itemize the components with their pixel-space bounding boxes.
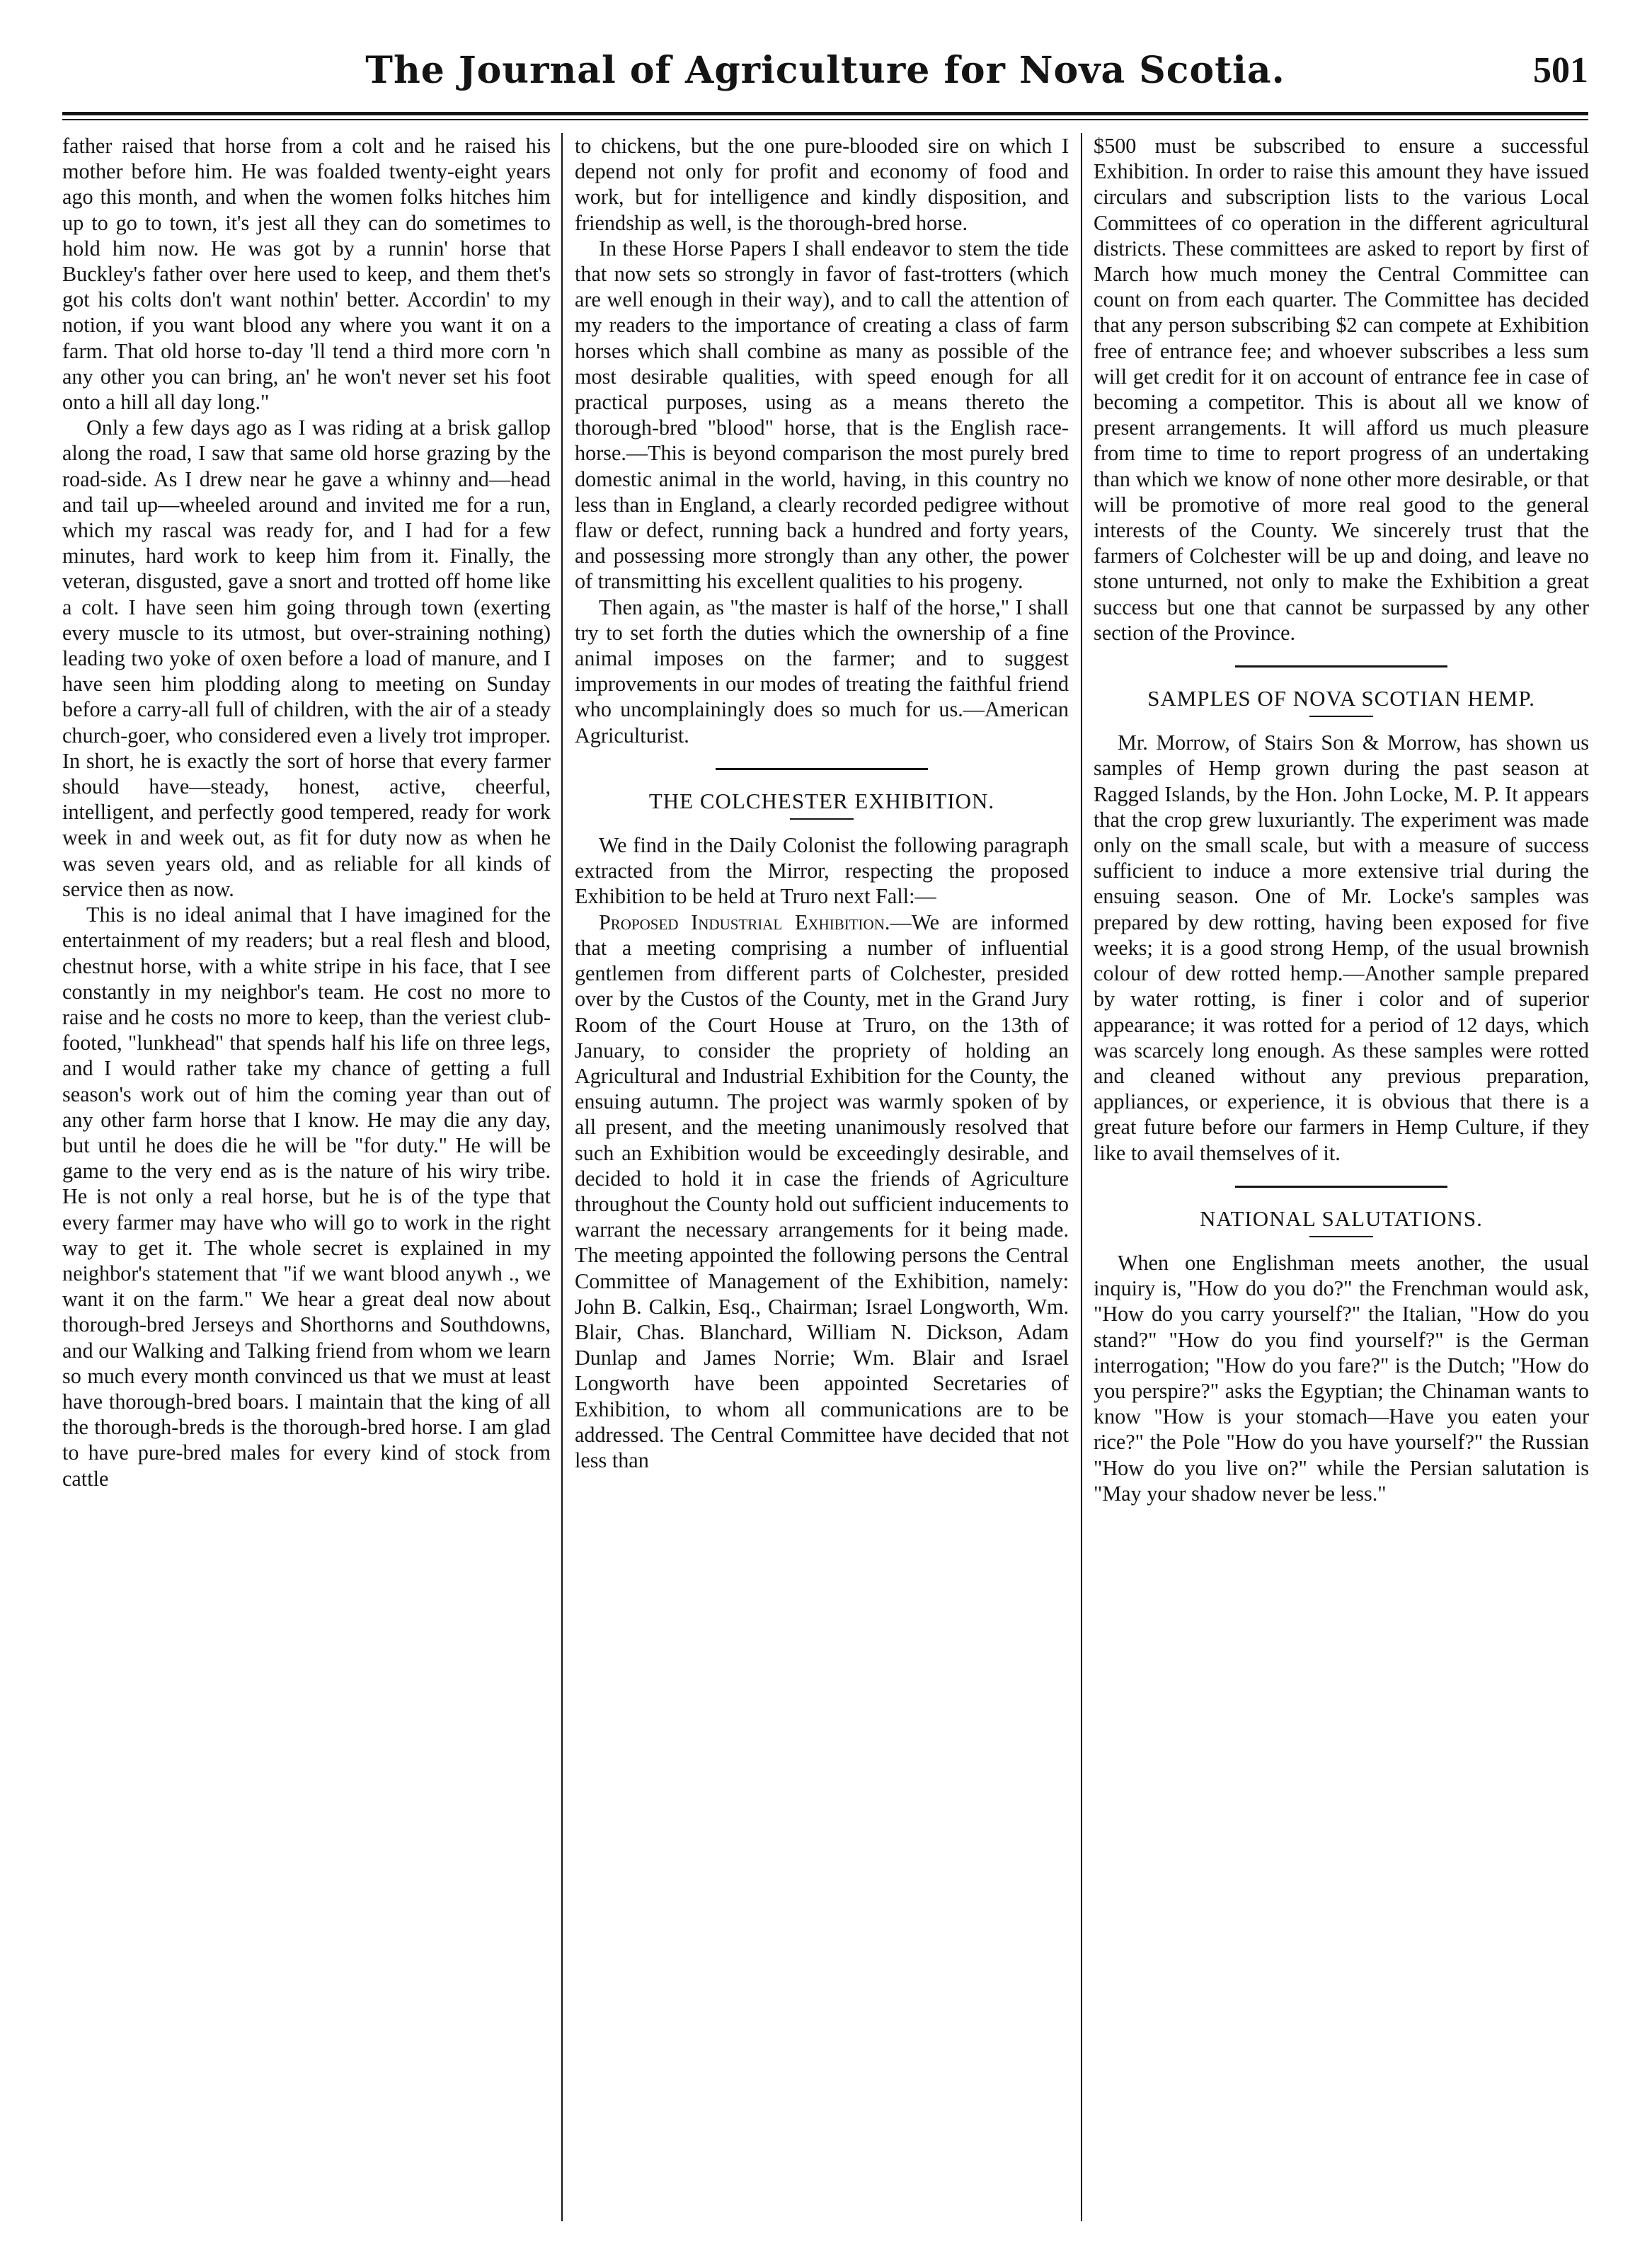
colchester-article-paragraph xyxy=(575,910,1069,1473)
section-separator xyxy=(716,768,928,770)
section-heading-salutations: NATIONAL SALUTATIONS. xyxy=(1200,1205,1483,1231)
salutations-article-paragraph: When one Englishman meets another, the usual inquiry is, "How do you do?" the Frenchman would ask, "How do you carry yourself?" the Italian, "How do you stand?" "How do you find yourself?" is the German interrogation; "How do you fare?" is the Dutch; "How do you perspire?" asks the Egyptian; the Chinaman wants to know "How is your stomach—Have you eaten your rice?" the Pole "How do you have yourself?" the Russian "How do you live on?" while the Persian salutation is "May your shadow never be less." xyxy=(1094,1250,1589,1506)
heading-underline xyxy=(1309,716,1373,717)
horse-article-paragraph: Then again, as "the master is half of the horse," I shall try to set forth the duties which the ownership of a fine animal imposes on the farmer; and to suggest improvements in our modes of treating the faithful friend who uncomplainingly does so much for us.—American Agriculturist. xyxy=(575,595,1069,747)
header-rule-thick xyxy=(62,112,1588,115)
horse-article-paragraph: father raised that horse from a colt and he raised his mother before him. He was foalded twenty-eight years ago this month, and when the women folks hitches him up to go to town, it's jest all they can do sometimes to hold him now. He was got by a runnin' horse that Buckley's father over here used to keep, and them thet's got his colts don't want nothin' better. Accordin' to my notion, if you want blood any where you want it on a farm. That old horse to-day 'll tend a third more corn 'n any other you can bring, an' he won't never set his foot onto a hill all day long." xyxy=(62,134,551,415)
page-header xyxy=(62,42,1588,113)
paragraph-lead: Proposed Industrial Exhibition. xyxy=(599,910,890,934)
hemp-article-paragraph: Mr. Morrow, of Stairs Son & Morrow, has shown us samples of Hemp grown during the past season at Ragged Islands, by the Hon. John Locke, M. P. It appears that the crop grew luxuriantly. The experiment was made only on the small scale, but with a measure of success sufficient to induce a more extensive trial during the ensuing season. One of Mr. Locke's samples was prepared by dew rotting, having been exposed for five weeks; it is a good strong Hemp, of the usual brownish colour of dew rotted hemp.—Another sample prepared by water rotting, is finer i color and of superior appearance; it was rotted for a period of 12 days, which was scarcely long enough. As these samples were rotted and cleaned without any previous preparation, appliances, or experience, it is obvious that there is a great future before our farmers in Hemp Culture, if they like to avail themselves of it. xyxy=(1094,731,1589,1165)
header-rule-thin xyxy=(62,119,1588,120)
section-heading-colchester: THE COLCHESTER EXHIBITION. xyxy=(648,788,995,813)
column-1 xyxy=(62,133,551,2228)
horse-article-paragraph: Only a few days ago as I was riding at a brisk gallop along the road, I saw that same old horse grazing by the road-side. As I drew near he gave a whinny and—head and tail up—wheeled around and invited me for a run, which my rascal was ready for, and I had for a few minutes, hard work to keep him from it. Finally, the veteran, disgusted, gave a snort and trotted off home like a colt. I have seen him going through town (exerting every muscle to its utmost, but over-straining nothing) leading two yoke of oxen before a load of manure, and I have seen him plodding along to meeting on Sunday before a carry-all full of children, with the air of a steady church-goer, who considered even a lively trot improper. In short, he is exactly the sort of horse that every farmer should have—steady, honest, active, cheerful, intelligent, and perfectly good tempered, ready for work week in and week out, as fit for duty now as when he was seven years old, and as reliable for all kinds of service then as now. xyxy=(62,416,551,901)
journal-title: The Journal of Agriculture for Nova Scotia. xyxy=(365,49,1285,92)
horse-article-paragraph: This is no ideal animal that I have imagined for the entertainment of my readers; but a real flesh and blood, chestnut horse, with a white stripe in his face, that I see constantly in my neighbor's team. He cost no more to raise and he costs no more to keep, than the veriest club-footed, "lunkhead" that spends half his life on three legs, and I would rather take my chance of getting a full season's work out of him the coming year than out of any other farm horse that I know. He may die any day, but until he does die he will be "for duty." He will be game to the very end as is the nature of his wiry tribe. He is not only a real horse, but he is of the type that every farmer may have who will go to work in the right way to get it. The whole secret is explained in my neighbor's statement that "if we want blood anywh ., we want it on the farm." We hear a great deal now about thorough-bred Jerseys and Shorthorns and Southdowns, and our Walking and Talking friend from whom we learn so much every month convinced us that we must at least have thorough-bred boars. I maintain that the king of all the thorough-breds is the thorough-bred horse. I am glad to have pure-bred males for every kind of stock from cattle xyxy=(62,903,551,1491)
horse-article-paragraph: In these Horse Papers I shall endeavor to stem the tide that now sets so strongly in favor of fast-trotters (which are well enough in their way), and to call the attention of my readers to the importance of creating a class of farm horses which shall combine as many as possible of the most desirable qualities, with speed enough for all practical purposes, using as a means thereto the thorough-bred "blood" horse, that is the English race-horse.—This is beyond comparison the most purely bred domestic animal in the world, having, in this country no less than in England, a clearly recorded pedigree without flaw or defect, running back a hundred and forty years, and possessing more strongly than any other, the power of transmitting his excellent qualities to his progeny. xyxy=(575,236,1069,594)
section-separator xyxy=(1235,1186,1447,1188)
column-divider-1 xyxy=(561,133,563,2221)
heading-underline xyxy=(1309,1236,1373,1237)
horse-article-paragraph: to chickens, but the one pure-blooded sire on which I depend not only for profit and economy of food and work, but for intelligence and kindly disposition, and friendship as well, is the thorough-bred horse. xyxy=(575,134,1069,235)
colchester-article-paragraph: We find in the Daily Colonist the following paragraph extracted from the Mirror, respecting the proposed Exhibition to be held at Truro next Fall:— xyxy=(575,833,1069,909)
page-number: 501 xyxy=(1533,50,1588,91)
column-3 xyxy=(1094,133,1589,2228)
paragraph-body: —We are informed that a meeting comprising a number of influential gentlemen from different parts of Colchester, presided over by the Custos of the County, met in the Grand Jury Room of the Court House at Truro, on the 13th of January, to consider the propriety of holding an Agricultural and Industrial Exhibition for the County, the ensuing autumn. The project was warmly spoken of by all present, and the meeting unanimously resolved that such an Exhibition would be exceedingly desirable, and decided to hold it in case the friends of Agriculture throughout the County hold out sufficient inducements to warrant the necessary arrangements for it being made. The meeting appointed the following persons the Central Committee of Management of the Exhibition, namely: John B. Calkin, Esq., Chairman; Israel Longworth, Wm. Blair, Chas. Blanchard, William N. Dickson, Adam Dunlap and James Norrie; Wm. Blair and Israel Longworth have been appointed Secretaries of Exhibition, to whom all communications are to be addressed. The Central Committee have decided that not less than xyxy=(575,910,1069,1472)
section-separator xyxy=(1235,665,1447,668)
heading-underline xyxy=(790,818,854,820)
colchester-article-paragraph: $500 must be subscribed to ensure a successful Exhibition. In order to raise this amount they have issued circulars and subscription lists to the various Local Committees of co operation in the different agricultural districts. These committees are asked to report by first of March how much money the Central Committee can count on from each quarter. The Committee has decided that any person subscribing $2 can compete at Exhibition free of entrance fee; and whoever subscribes a less sum will get credit for it on account of entrance fee in case of becoming a competitor. This is about all we know of present arrangements. It will afford us much pleasure from time to time to report progress of an undertaking than which we know of none other more desirable, or that will be promotive of more real good to the general interests of the County. We sincerely trust that the farmers of Colchester will be up and doing, and leave no stone unturned, not only to make the Exhibition a great success but one that cannot be surpassed by any other section of the Province. xyxy=(1094,134,1589,645)
column-divider-2 xyxy=(1081,133,1082,2221)
column-2 xyxy=(575,133,1069,2228)
section-heading-hemp: SAMPLES OF NOVA SCOTIAN HEMP. xyxy=(1147,686,1535,711)
